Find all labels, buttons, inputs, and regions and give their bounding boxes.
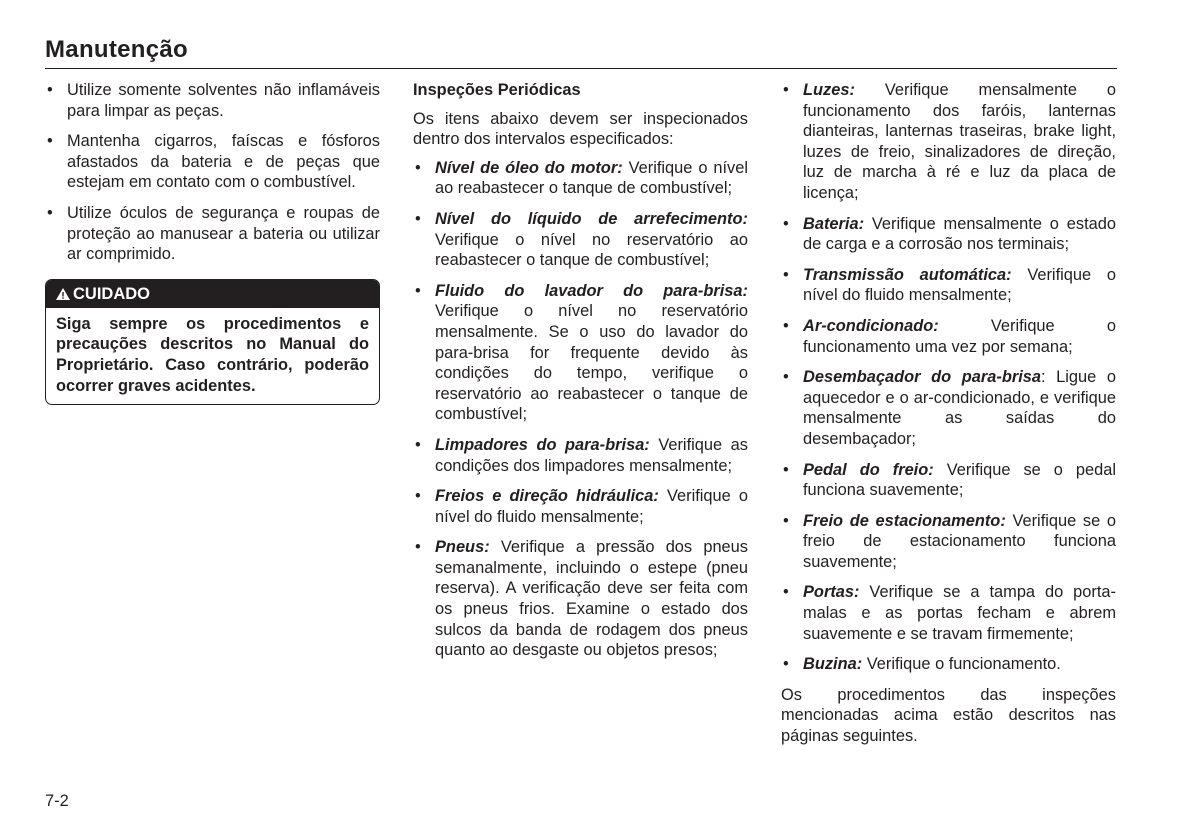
section-heading: Inspeções Periódicas — [413, 81, 581, 99]
bullet-icon: • — [783, 265, 789, 284]
item-text: Verifique se a tampa do porta-malas e as portas fecham e abrem suavemente e se travam firmemente; — [803, 583, 1116, 643]
caution-text: Siga sempre os procedimentos e precauções descritos no Manual do Proprietário. Caso contrário, poderão ocorrer graves acidentes. — [56, 314, 369, 395]
item-text: Verifique o nível do fluido mensalmente; — [435, 487, 748, 526]
item-text: Verifique o nível no reservatório ao reabastecer o tanque de combustível; — [435, 230, 748, 270]
item-text: Verifique o funcionamento uma vez por semana; — [803, 316, 1116, 356]
outro-paragraph: Os procedimentos das inspeções mencionadas acima estão descritos nas páginas seguintes. — [781, 685, 1116, 746]
page-number: 7-2 — [45, 792, 69, 810]
item-text: Verifique o nível ao reabastecer o tanque de combustível; — [435, 158, 749, 198]
list-item — [781, 80, 1116, 204]
list-item — [413, 435, 748, 476]
item-term: Portas: — [803, 583, 860, 602]
bullet-icon: • — [415, 487, 421, 506]
bullet-icon: • — [783, 511, 789, 530]
column-3 — [781, 80, 1116, 755]
item-term: Fluido do lavador do para-brisa: — [435, 281, 748, 300]
item-text: Verifique o nível no reservatório mensalmente. Se o uso do lavador do para-brisa for frequente devido às condições do tempo, verifique o reservatório ao reabastecer o tanque de combustível; — [435, 302, 748, 424]
list-item-text: Mantenha cigarros, faíscas e fósforos afastados da bateria e de peças que estejam em contato com o combustível. — [67, 132, 380, 192]
inspection-list-continued — [781, 80, 1116, 675]
warning-triangle-icon — [56, 288, 70, 300]
item-term: Pneus: — [435, 538, 490, 557]
item-term: Ar-condicionado: — [803, 316, 939, 335]
safety-list — [45, 80, 380, 265]
list-item — [781, 316, 1116, 357]
list-item — [413, 209, 748, 271]
bullet-icon: • — [415, 281, 421, 300]
title-divider — [45, 68, 1117, 69]
list-item — [45, 131, 380, 193]
bullet-icon: • — [783, 81, 789, 99]
list-item — [45, 203, 380, 265]
caution-box — [45, 279, 380, 405]
item-term: Freios e direção hidráulica: — [435, 487, 659, 506]
bullet-icon: • — [47, 203, 53, 222]
column-2 — [413, 80, 748, 671]
list-item — [413, 281, 748, 425]
inspection-list — [413, 158, 748, 661]
caution-header — [46, 280, 379, 308]
item-term: Nível de óleo do motor: — [435, 158, 623, 177]
bullet-icon: • — [415, 209, 421, 228]
bullet-icon: • — [783, 583, 789, 602]
item-text: Verifique o nível do fluido mensalmente; — [803, 265, 1116, 305]
bullet-icon: • — [47, 132, 53, 151]
list-item — [413, 158, 748, 199]
bullet-icon: • — [415, 158, 421, 177]
item-text: : Ligue o aquecedor e o ar-condicionado, e verifique mensalmente as saídas do desembaçador; — [803, 368, 1116, 448]
bullet-icon: • — [47, 81, 53, 99]
bullet-icon: • — [783, 460, 789, 479]
bullet-icon: • — [783, 316, 789, 335]
list-item — [781, 460, 1116, 501]
list-item — [413, 537, 748, 661]
caution-label: CUIDADO — [73, 284, 150, 303]
list-item — [781, 265, 1116, 306]
item-term: Bateria: — [803, 214, 865, 233]
list-item — [781, 214, 1116, 255]
list-item — [781, 511, 1116, 573]
page-title: Manutenção — [45, 36, 189, 63]
list-item-text: Utilize somente solventes não inflamáveis para limpar as peças. — [67, 81, 380, 120]
item-term: Freio de estacionamento: — [803, 511, 1006, 530]
item-text: Verifique a pressão dos pneus semanalmente, incluindo o estepe (pneu reserva). A verificação deve ser feita com os pneus frios. Examine o estado dos sulcos da banda de rodagem dos pneus quanto ao desgaste ou objetos presos; — [435, 538, 748, 660]
item-text: Verifique se o pedal funciona suavemente; — [803, 460, 1116, 500]
bullet-icon: • — [783, 368, 789, 387]
item-text: Verifique mensalmente o funcionamento dos faróis, lanternas dianteiras, lanternas traseiras, brake light, luzes de freio, sinalizadores de direção, luz de marcha à ré e luz da placa de licença; — [803, 81, 1116, 202]
item-term: Buzina: — [803, 655, 863, 674]
item-text: Verifique se o freio de estacionamento funciona suavemente; — [803, 511, 1116, 571]
bullet-icon: • — [783, 655, 789, 674]
item-term: Desembaçador do para-brisa — [803, 368, 1042, 387]
list-item — [781, 582, 1116, 644]
column-1 — [45, 80, 380, 405]
item-text: Verifique o funcionamento. — [862, 655, 1061, 674]
item-term: Limpadores do para-brisa: — [435, 435, 650, 454]
list-item — [781, 654, 1116, 675]
item-text: Verifique mensalmente o estado de carga e a corrosão nos terminais; — [803, 214, 1116, 254]
item-text: Verifique as condições dos limpadores mensalmente; — [435, 435, 748, 475]
intro-paragraph: Os itens abaixo devem ser inspecionados dentro dos intervalos especificados: — [413, 109, 748, 149]
list-item — [45, 80, 380, 121]
list-item — [413, 486, 748, 527]
item-term: Pedal do freio: — [803, 460, 934, 479]
item-term: Transmissão automática: — [803, 265, 1012, 284]
item-term: Nível do líquido de arrefecimento: — [435, 209, 748, 228]
item-term: Luzes: — [803, 81, 855, 99]
bullet-icon: • — [415, 538, 421, 557]
list-item-text: Utilize óculos de segurança e roupas de proteção ao manusear a bateria ou utilizar ar comprimido. — [67, 203, 380, 264]
bullet-icon: • — [415, 435, 421, 454]
bullet-icon: • — [783, 214, 789, 233]
list-item — [781, 367, 1116, 449]
